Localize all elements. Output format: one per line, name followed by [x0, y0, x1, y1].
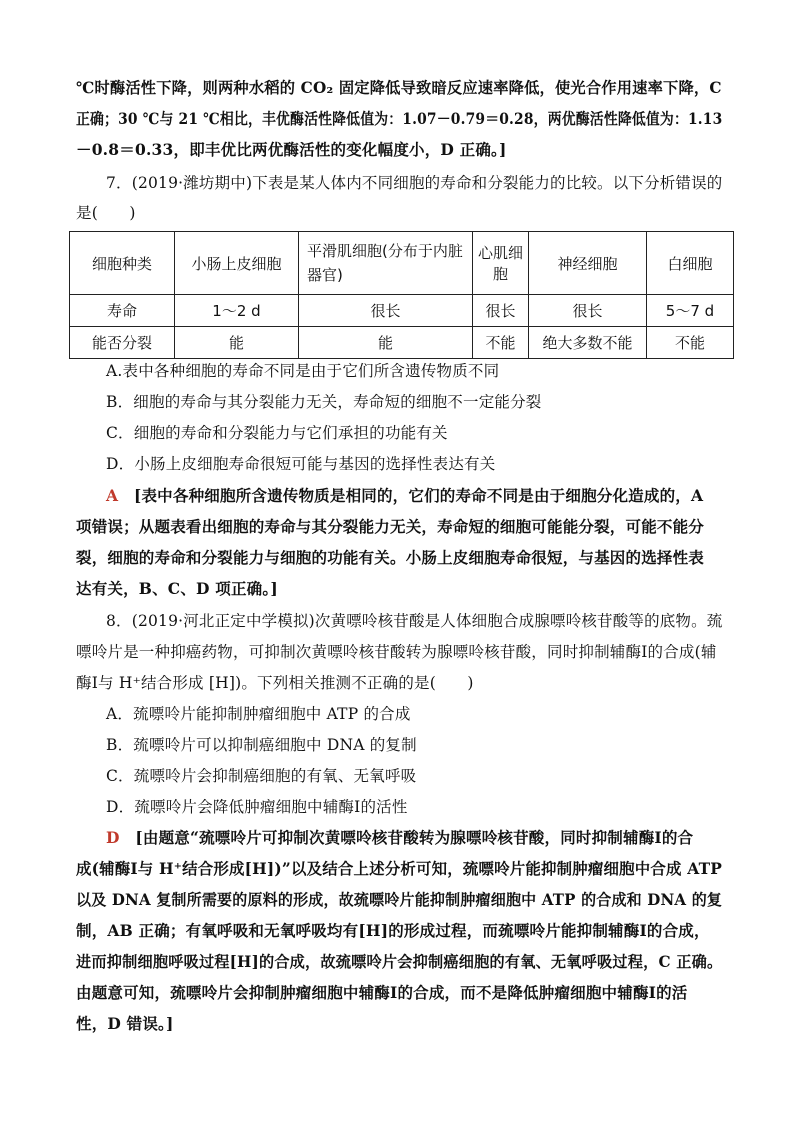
- table-cell: 能: [175, 327, 299, 359]
- q7-explanation-text: [表中各种细胞所含遗传物质是相同的，它们的寿命不同是由于细胞分化造成的，A: [133, 486, 704, 505]
- table-row: [70, 295, 734, 327]
- table-cell: 绝大多数不能: [529, 327, 647, 359]
- table-cell: 能: [299, 327, 473, 359]
- q8-option-c: C．巯嘌呤片会抑制癌细胞的有氧、无氧呼吸: [106, 767, 417, 785]
- q8-answer-letter: D: [106, 828, 120, 847]
- table-cell: 很长: [529, 295, 647, 327]
- q8-explanation-line-5: 进而抑制细胞呼吸过程[H]的合成，故巯嘌呤片会抑制癌细胞的有氧、无氧呼吸过程，C 正确。: [76, 952, 723, 971]
- q7-option-a: A.表中各种细胞的寿命不同是由于它们所含遗传物质不同: [106, 362, 500, 380]
- q8-stem-line-1: 8．(2019·河北正定中学模拟)次黄嘌呤核苷酸是人体细胞合成腺嘌呤核苷酸等的底物。巯: [106, 612, 723, 630]
- q7-answer-letter: A: [106, 486, 119, 505]
- q8-option-b: B．巯嘌呤片可以抑制癌细胞中 DNA 的复制: [106, 736, 417, 754]
- table-cell: 不能: [647, 327, 734, 359]
- q8-explanation-line-6: 由题意可知，巯嘌呤片会抑制肿瘤细胞中辅酶Ⅰ的合成，而不是降低肿瘤细胞中辅酶Ⅰ的活: [76, 983, 688, 1002]
- table-cell: 5～7 d: [647, 295, 734, 327]
- q8-option-d: D．巯嘌呤片会降低肿瘤细胞中辅酶Ⅰ的活性: [106, 798, 408, 816]
- intro-line-2: 正确；30 ℃与 21 ℃相比，丰优酶活性降低值为：1.07－0.79＝0.28，两优酶活性降低值为：1.13: [76, 109, 723, 128]
- table-cell: 很长: [473, 295, 529, 327]
- q8-explanation-text: [由题意“巯嘌呤片可抑制次黄嘌呤核苷酸转为腺嘌呤核苷酸，同时抑制辅酶Ⅰ的合: [135, 828, 694, 847]
- table-cell: 1～2 d: [175, 295, 299, 327]
- table-cell: 很长: [299, 295, 473, 327]
- q8-stem-line-3: 酶Ⅰ与 H⁺结合形成 [H])。下列相关推测不正确的是( ): [76, 674, 474, 692]
- q7-explanation-line-3: 裂，细胞的寿命和分裂能力与细胞的功能有关。小肠上皮细胞寿命很短，与基因的选择性表: [76, 548, 705, 567]
- intro-line-3: －0.8＝0.33，即丰优比两优酶活性的变化幅度小，D 正确。]: [76, 140, 507, 159]
- cell-comparison-table: [69, 231, 734, 359]
- intro-line-1: ℃时酶活性下降，则两种水稻的 CO₂ 固定降低导致暗反应速率降低，使光合作用速率下降，C: [76, 78, 722, 97]
- q7-stem-line-2: 是( ): [76, 204, 136, 222]
- table-header-cell: 小肠上皮细胞: [175, 232, 299, 295]
- q7-option-b: B．细胞的寿命与其分裂能力无关，寿命短的细胞不一定能分裂: [106, 393, 542, 411]
- q7-option-c: C．细胞的寿命和分裂能力与它们承担的功能有关: [106, 424, 448, 442]
- q8-explanation-line-3: 以及 DNA 复制所需要的原料的形成，故巯嘌呤片能抑制肿瘤细胞中 ATP 的合成和 DNA 的复: [76, 890, 723, 909]
- table-header-cell: 白细胞: [647, 232, 734, 295]
- table-cell: 不能: [473, 327, 529, 359]
- q7-explanation-line-1: [106, 484, 703, 506]
- q8-explanation-line-7: 性，D 错误。]: [76, 1014, 174, 1033]
- q8-explanation-line-4: 制，AB 正确；有氧呼吸和无氧呼吸均有[H]的形成过程，而巯嘌呤片能抑制辅酶Ⅰ的合成，: [76, 921, 710, 940]
- q8-option-a: A．巯嘌呤片能抑制肿瘤细胞中 ATP 的合成: [106, 705, 411, 723]
- table-header-cell: 心肌细胞: [473, 232, 529, 295]
- table-header-cell: 细胞种类: [70, 232, 175, 295]
- q7-option-d: D．小肠上皮细胞寿命很短可能与基因的选择性表达有关: [106, 455, 496, 473]
- table-cell: 寿命: [70, 295, 175, 327]
- q7-stem-line-1: 7．(2019·潍坊期中)下表是某人体内不同细胞的寿命和分裂能力的比较。以下分析错误的: [106, 174, 723, 192]
- q8-stem-line-2: 嘌呤片是一种抑癌药物，可抑制次黄嘌呤核苷酸转为腺嘌呤核苷酸，同时抑制辅酶Ⅰ的合成(辅: [76, 643, 717, 661]
- table-cell: 能否分裂: [70, 327, 175, 359]
- table-row: [70, 327, 734, 359]
- q8-explanation-line-1: [106, 826, 693, 848]
- table-header-cell: 神经细胞: [529, 232, 647, 295]
- table-header-row: [70, 232, 734, 295]
- table-header-cell: 平滑肌细胞(分布于内脏器官): [299, 232, 473, 295]
- q8-explanation-line-2: 成(辅酶Ⅰ与 H⁺结合形成[H])”以及结合上述分析可知，巯嘌呤片能抑制肿瘤细胞中合成 ATP: [76, 859, 723, 878]
- q7-explanation-line-2: 项错误；从题表看出细胞的寿命与其分裂能力无关，寿命短的细胞可能能分裂，可能不能分: [76, 517, 705, 536]
- q7-explanation-line-4: 达有关，B、C、D 项正确。]: [76, 579, 278, 598]
